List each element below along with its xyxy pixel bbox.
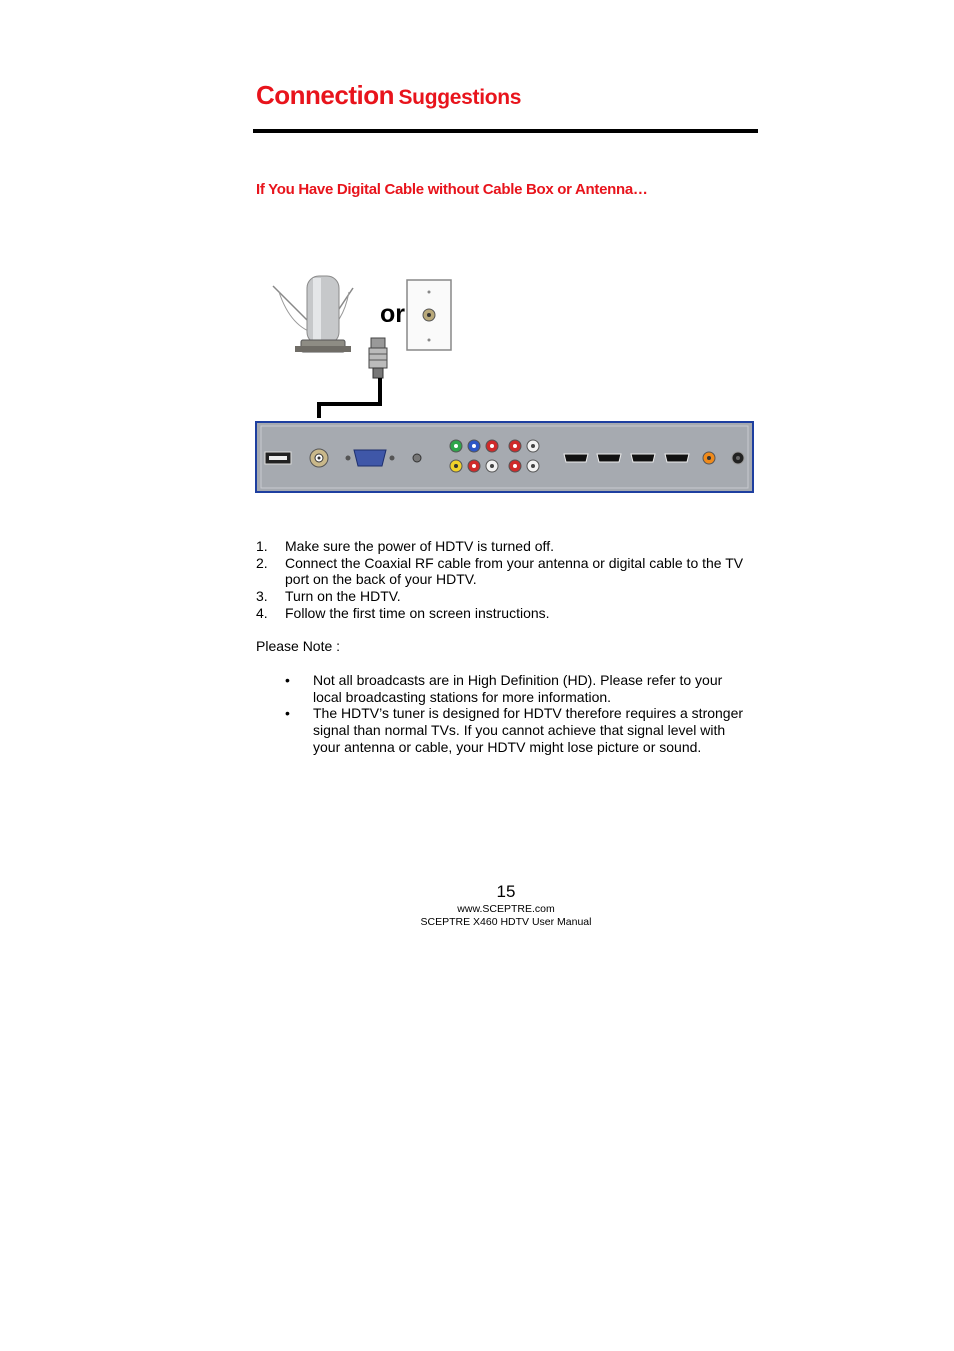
note-label: Please Note : [256,638,341,654]
instruction-steps [256,538,756,622]
title-main: Connection [256,80,394,110]
headphone-small-port-icon [413,454,421,462]
step-text: Make sure the power of HDTV is turned off. [285,538,554,554]
or-label: or [380,300,405,328]
spdif-port-icon [703,452,715,464]
page-number: 15 [496,882,516,901]
bullet-dot: • [285,705,290,722]
step-item [256,555,756,588]
footer-website: www.SCEPTRE.com [457,903,555,915]
coax-cable [319,378,380,418]
bullet-text: Not all broadcasts are in High Definition (HD). Please refer to your local broadcasting stations for more information. [313,672,723,705]
step-number: 4. [256,604,268,621]
bullet-text: The HDTV’s tuner is designed for HDTV therefore requires a stronger signal than normal TVs. If you cannot achieve that signal level with your antenna or cable, your HDTV might lose picture or sound. [313,705,744,755]
rf-port-icon [310,449,328,467]
title-sub: Suggestions [398,86,522,109]
page-title [256,80,521,111]
bullet-dot: • [285,672,290,688]
title-divider [253,129,758,133]
audio-out-port-icon [732,452,744,464]
step-item [256,588,756,605]
coax-connector-icon [369,338,387,378]
note-bullet-item [285,705,745,755]
section-heading: If You Have Digital Cable without Cable Box or Antenna… [256,181,648,198]
step-text: Follow the first time on screen instructions. [285,604,550,621]
note-bullet-item [285,672,745,705]
footer-manual-title: SCEPTRE X460 HDTV User Manual [420,916,592,928]
step-text: Connect the Coaxial RF cable from your antenna or digital cable to the TV port on the back of your HDTV. [285,554,744,588]
step-text: Turn on the HDTV. [285,588,401,605]
step-number: 3. [256,588,268,605]
step-number: 1. [256,538,268,554]
note-bullets [285,672,745,756]
step-item [256,605,756,622]
usb-port-icon [265,452,291,464]
step-item [256,538,756,555]
wall-plate-icon [407,280,451,350]
connection-diagram [253,268,757,498]
step-number: 2. [256,554,268,571]
antenna-icon [273,276,353,352]
